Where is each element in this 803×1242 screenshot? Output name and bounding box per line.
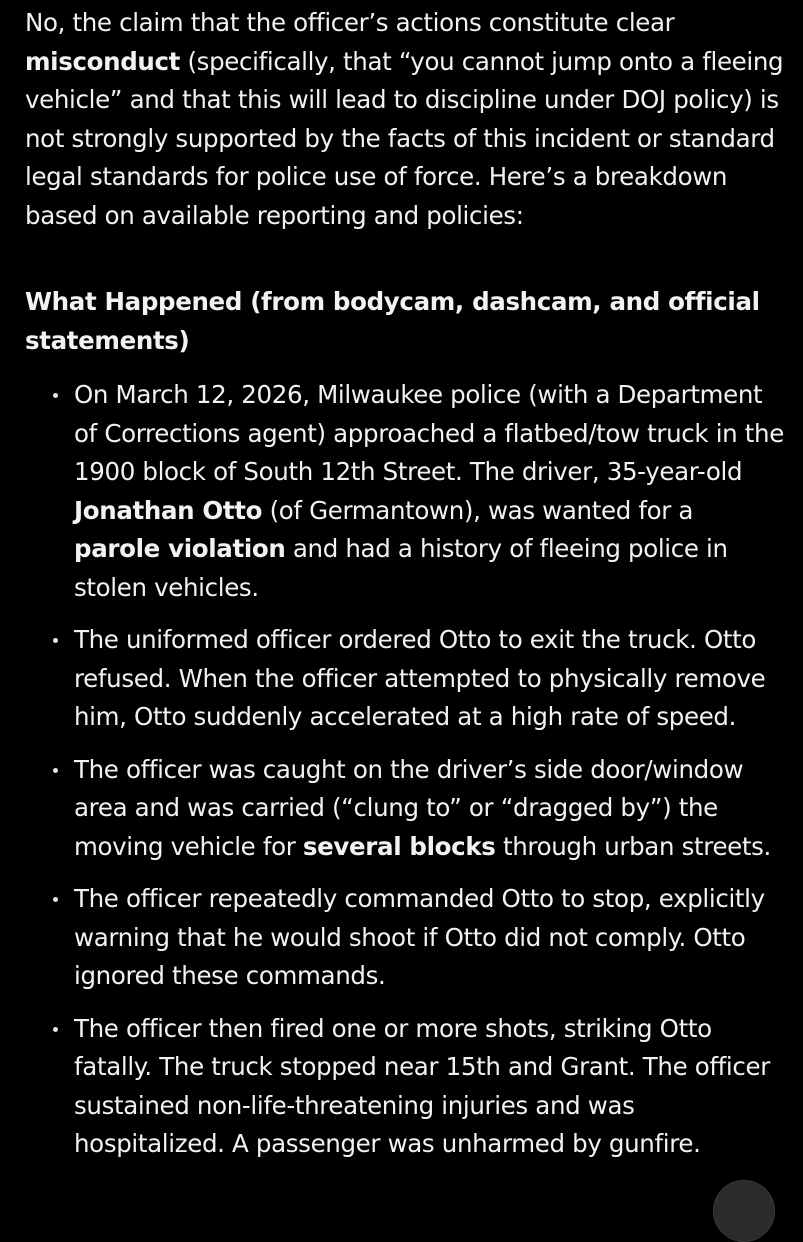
bullet-dot-icon — [53, 638, 58, 643]
bullet-text: The uniformed officer ordered Otto to exit the truck. Otto refused. When the officer attempted to physically remove him, Otto suddenly accelerated at a high rate of speed. — [74, 625, 766, 731]
section-heading: What Happened (from bodycam, dashcam, and official statements) — [25, 287, 760, 355]
bullet-bold-text: Jonathan Otto — [74, 495, 263, 525]
list-item — [25, 880, 785, 996]
bullet-dot-icon — [53, 393, 58, 398]
bullet-dot-icon — [53, 897, 58, 902]
scroll-down-button[interactable] — [713, 1180, 775, 1242]
intro-text-2: (specifically, that “you cannot jump onto a fleeing vehicle” and that this will lead to discipline under DOJ policy) is not strongly supported by the facts of this incident or standard legal standards for police use of force. Here’s a breakdown based on available reporting and policies: — [25, 46, 784, 230]
intro-paragraph — [25, 0, 785, 235]
list-item — [25, 751, 785, 867]
intro-bold-misconduct: misconduct — [25, 46, 181, 76]
bullet-text: The officer was caught on the driver’s side door/window area and was carried (“clung to” or “dragged by”) the moving vehicle for — [74, 754, 744, 861]
bullet-text: On March 12, 2026, Milwaukee police (with a Department of Corrections agent) approached a flatbed/tow truck in the 1900 block of South 12th Street. The driver, 35-year-old — [74, 380, 784, 486]
bullet-list — [25, 376, 785, 1164]
bullet-dot-icon — [53, 1027, 58, 1032]
list-item — [25, 621, 785, 737]
bullet-text: (of Germantown), was wanted for a — [262, 495, 694, 525]
bullet-dot-icon — [53, 768, 58, 773]
intro-text-1: No, the claim that the officer’s actions constitute clear — [25, 8, 675, 37]
list-item — [25, 1010, 785, 1164]
bullet-text: The officer repeatedly commanded Otto to stop, explicitly warning that he would shoot if Otto did not comply. Otto ignored these commands. — [74, 884, 765, 990]
response-content — [25, 0, 785, 1178]
bullet-text: The officer then fired one or more shots, striking Otto fatally. The truck stopped near 15th and Grant. The officer sustained non-life-threatening injuries and was hospitalized. A passenger was unharmed by gunfire. — [74, 1013, 770, 1158]
bullet-text: through urban streets. — [495, 831, 771, 861]
bullet-text: and had a history of fleeing police in stolen vehicles. — [74, 534, 728, 602]
bullet-bold-text: several blocks — [302, 831, 496, 861]
bullet-bold-text: parole violation — [74, 534, 286, 563]
list-item — [25, 376, 785, 607]
